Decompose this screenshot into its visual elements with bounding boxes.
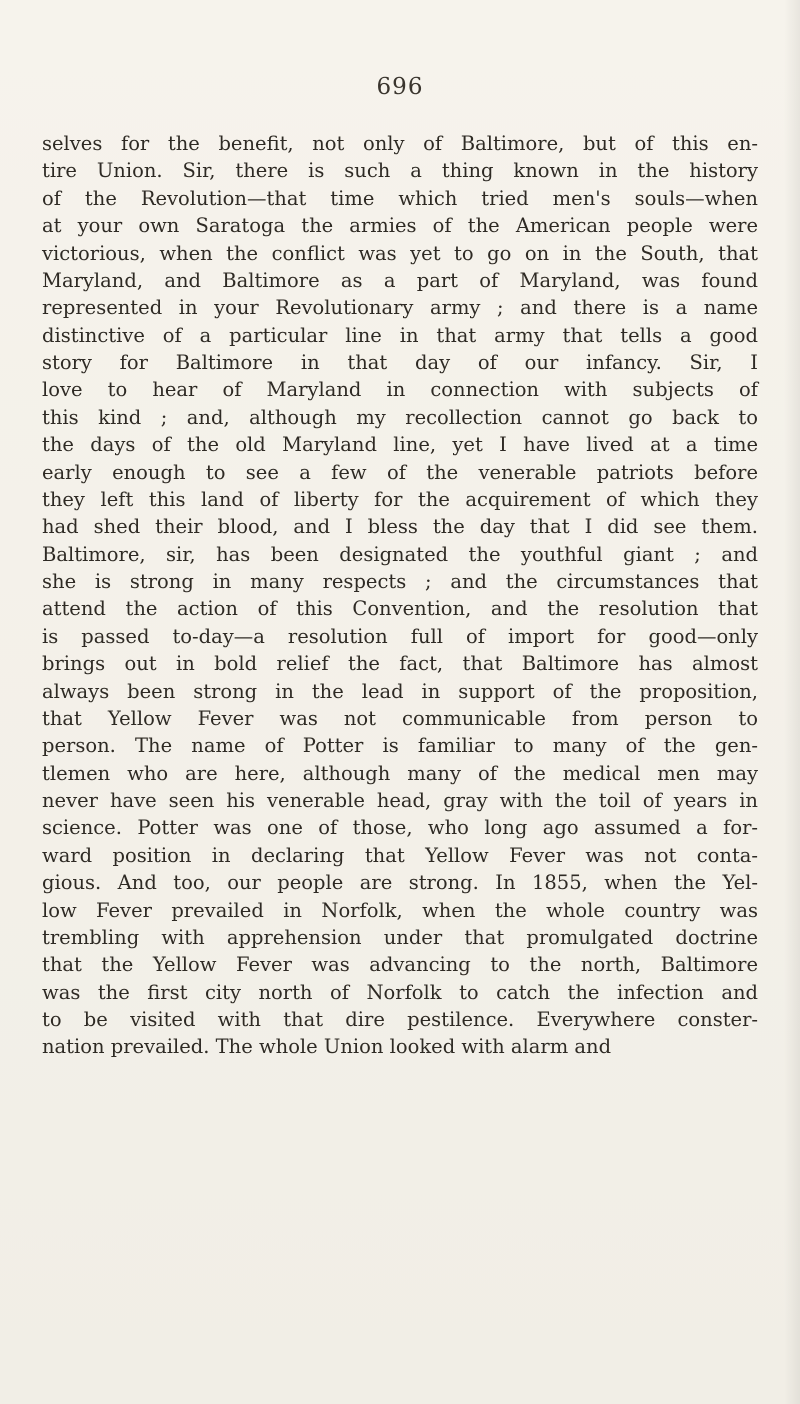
text-line: she is strong in many respects ; and the circumstances that	[42, 570, 758, 593]
text-line: at your own Saratoga the armies of the American people were	[42, 214, 758, 238]
page-number: 696	[376, 74, 424, 100]
body-text	[42, 130, 758, 1061]
text-line: had shed their blood, and I bless the day that I did see them.	[42, 515, 758, 539]
text-line: tire Union. Sir, there is such a thing known in the history	[42, 159, 758, 183]
text-line: attend the action of this Convention, and the resolution that	[42, 597, 758, 621]
text-line: selves for the benefit, not only of Baltimore, but of this en-	[42, 132, 758, 155]
text-line: that the Yellow Fever was advancing to the north, Baltimore	[42, 953, 758, 977]
text-line: of the Revolution—that time which tried men's souls—when	[42, 186, 758, 210]
text-line: that Yellow Fever was not communicable from person to	[42, 706, 758, 730]
text-line: never have seen his venerable head, gray with the toil of years in	[42, 789, 758, 812]
text-line: is passed to-day—a resolution full of import for good—only	[42, 624, 758, 648]
text-line: the days of the old Maryland line, yet I have lived at a time	[42, 433, 758, 457]
text-line: ward position in declaring that Yellow Fever was not conta-	[42, 843, 758, 867]
text-line: story for Baltimore in that day of our infancy. Sir, I	[42, 351, 758, 374]
text-line: trembling with apprehension under that promulgated doctrine	[42, 925, 758, 949]
text-line: distinctive of a particular line in that army that tells a good	[42, 323, 758, 347]
text-line: always been strong in the lead in support of the proposition,	[42, 679, 758, 703]
text-line: to be visited with that dire pestilence. Everywhere conster-	[42, 1008, 758, 1031]
text-line: love to hear of Maryland in connection with subjects of	[42, 378, 758, 402]
text-line: victorious, when the conflict was yet to go on in the South, that	[42, 241, 758, 265]
text-line: Maryland, and Baltimore as a part of Maryland, was found	[42, 268, 758, 292]
text-line: was the first city north of Norfolk to catch the infection and	[42, 980, 758, 1004]
text-line: low Fever prevailed in Norfolk, when the whole country was	[42, 898, 758, 922]
text-line: represented in your Revolutionary army ; and there is a name	[42, 296, 758, 320]
text-line: Baltimore, sir, has been designated the youthful giant ; and	[42, 542, 758, 566]
page-edge-shadow	[784, 0, 800, 1404]
text-line: tlemen who are here, although many of the medical men may	[42, 761, 758, 785]
text-line: early enough to see a few of the venerable patriots before	[42, 460, 758, 484]
text-line: brings out in bold relief the fact, that Baltimore has almost	[42, 652, 758, 676]
text-line: science. Potter was one of those, who long ago assumed a for-	[42, 816, 758, 840]
text-line: gious. And too, our people are strong. In 1855, when the Yel-	[42, 871, 758, 895]
text-line: person. The name of Potter is familiar to many of the gen-	[42, 734, 758, 758]
text-line: nation prevailed. The whole Union looked with alarm and	[42, 1035, 612, 1059]
text-line: they left this land of liberty for the acquirement of which they	[42, 487, 758, 511]
text-line: this kind ; and, although my recollection cannot go back to	[42, 405, 758, 429]
